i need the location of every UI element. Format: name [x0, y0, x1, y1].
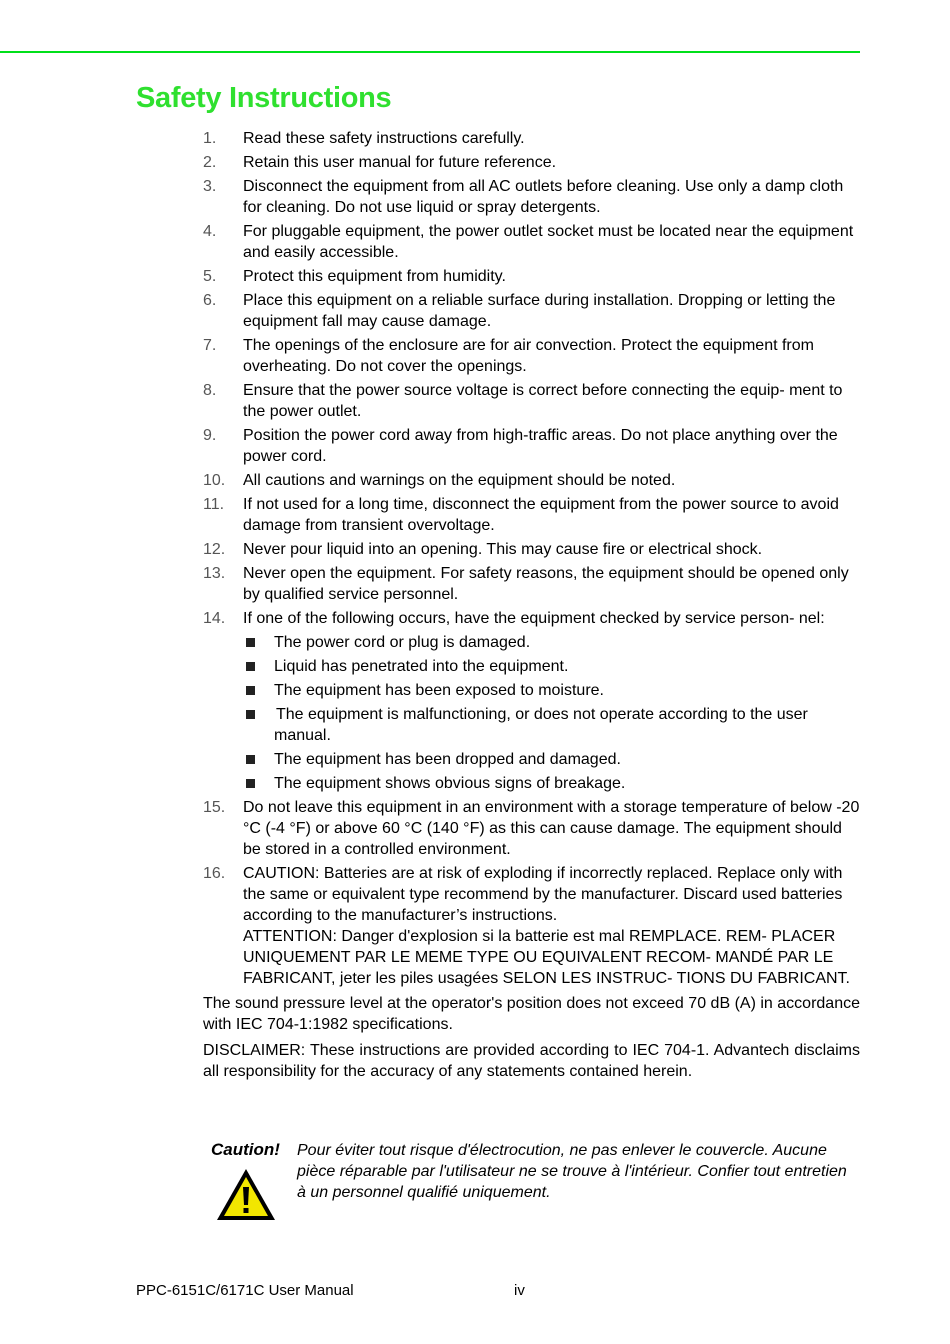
sound-pressure-note: The sound pressure level at the operator's position does not exceed 70 dB (A) in accordance with IEC 704-1:1982 specifications. [203, 995, 860, 1033]
list-item: 15. Do not leave this equipment in an environment with a storage temperature of below -20 °C (-4 °F) or above 60 °C (140 °F) as this can cause damage. The equipment should be stored in a controlled environment. [203, 799, 860, 858]
list-item: 1. Read these safety instructions carefully. [203, 130, 525, 147]
sub-list-item: The equipment is malfunctioning, or does not operate according to the user manual. [243, 704, 860, 746]
square-bullet-icon [246, 779, 255, 788]
square-bullet-icon [246, 686, 255, 695]
square-bullet-icon [246, 755, 255, 764]
page-title: Safety Instructions [136, 82, 392, 114]
list-item: 5. Protect this equipment from humidity. [203, 268, 506, 285]
sub-list-item: Liquid has penetrated into the equipment. [243, 656, 860, 677]
safety-list [203, 128, 860, 989]
list-item: 7. The openings of the enclosure are for air convection. Protect the equipment from overheating. Do not cover the openings. [203, 337, 814, 375]
caution-label: Caution! [211, 1140, 280, 1159]
sub-list-item: The equipment shows obvious signs of breakage. [243, 773, 860, 794]
list-item: 8. Ensure that the power source voltage is correct before connecting the equip- ment to the power outlet. [203, 382, 843, 420]
list-item: 13. Never open the equipment. For safety reasons, the equipment should be opened only by qualified service personnel. [203, 565, 849, 603]
list-item: 12. Never pour liquid into an opening. This may cause fire or electrical shock. [203, 541, 763, 558]
header-rule [0, 51, 860, 53]
sub-list-item: The equipment has been dropped and damaged. [243, 749, 860, 770]
sub-list [243, 632, 860, 794]
list-item: 14. If one of the following occurs, have the equipment checked by service person- nel: The power cord or plug is damaged. Liquid has penetrated into the equipment. The equipment has been exposed to moisture. The equipment is malfunctioning, or does not operate according to the user manual. The equipment has been dropped and damaged. The equipment shows obvious signs of breakage. [203, 608, 860, 794]
list-item: 16. CAUTION: Batteries are at risk of exploding if incorrectly replaced. Replace only with the same or equivalent type recommend by the manufacturer. Discard used batteries according to the manufacturer’s instructions. ATTENTION: Danger d'explosion si la batterie est mal REMPLACE. REM- PLACER UNIQUEMENT PAR LE MEME TYPE OU EQUIVALENT RECOM- MANDÉ PAR LE FABRICANT, jeter les piles usagées SELON LES INSTRUC- TIONS DU FABRICANT. [203, 865, 850, 987]
footer-page-number: iv [514, 1282, 525, 1299]
list-item: 2. Retain this user manual for future reference. [203, 154, 557, 171]
list-item: 4. For pluggable equipment, the power outlet socket must be located near the equipment and easily accessible. [203, 223, 854, 261]
french-battery-warning: ATTENTION: Danger d'explosion si la batterie est mal REMPLACE. REM- PLACER UNIQUEMENT PAR LE MEME TYPE OU EQUIVALENT RECOM- MANDÉ PAR LE FABRICANT, jeter les piles usagées SELON LES INSTRUC- TIONS DU FABRICANT. [243, 928, 850, 987]
square-bullet-icon [246, 638, 255, 647]
warning-triangle-icon [215, 1167, 277, 1223]
list-item: 6. Place this equipment on a reliable surface during installation. Dropping or letting the equipment fall may cause damage. [203, 292, 836, 330]
footer-manual-title: PPC-6151C/6171C User Manual [136, 1282, 354, 1299]
square-bullet-icon [246, 662, 255, 671]
sub-list-item: The power cord or plug is damaged. [243, 632, 860, 653]
disclaimer: DISCLAIMER: These instructions are provided according to IEC 704-1. Advantech disclaims all responsibility for the accuracy of any statements contained herein. [203, 1042, 860, 1080]
sub-list-item: The equipment has been exposed to moisture. [243, 680, 860, 701]
caution-text: Pour éviter tout risque d'électrocution, ne pas enlever le couvercle. Aucune pièce réparable par l'utilisateur ne se trouve à l'intérieur. Confier tout entretien à un personnel qualifié uniquement. [297, 1142, 847, 1201]
list-item: 11. If not used for a long time, disconnect the equipment from the power source to avoid damage from transient overvoltage. [203, 496, 839, 534]
list-item: 9. Position the power cord away from high-traffic areas. Do not place anything over the power cord. [203, 427, 838, 465]
list-item: 3. Disconnect the equipment from all AC outlets before cleaning. Use only a damp cloth for cleaning. Do not use liquid or spray detergents. [203, 178, 844, 216]
content-body [203, 128, 860, 1087]
list-item: 10. All cautions and warnings on the equipment should be noted. [203, 472, 676, 489]
square-bullet-icon [246, 710, 255, 719]
